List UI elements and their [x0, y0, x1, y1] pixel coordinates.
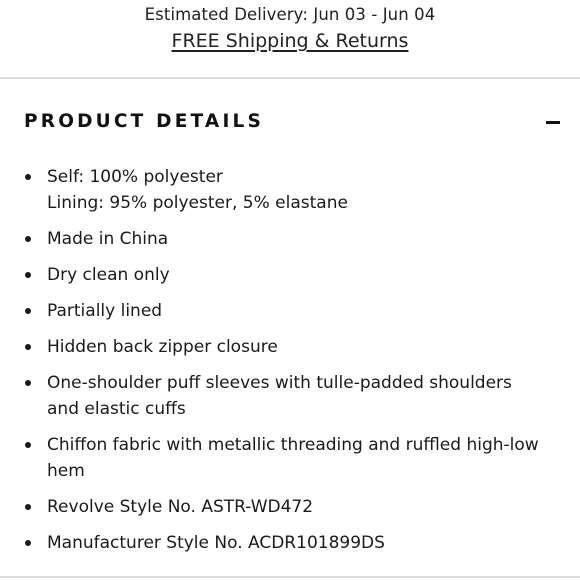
shipping-returns-link[interactable]: FREE Shipping & Returns	[171, 30, 409, 52]
list-item-text: Self: 100% polyester	[47, 167, 223, 187]
bullet-icon	[25, 380, 31, 386]
bullet-icon	[25, 174, 31, 180]
list-item-text: Hidden back zipper closure	[47, 337, 278, 357]
list-item	[0, 298, 580, 324]
shipping-returns-row	[0, 30, 580, 52]
bullet-icon	[25, 236, 31, 242]
bullet-icon	[25, 308, 31, 314]
product-details-list	[0, 164, 580, 566]
list-item-text: Dry clean only	[47, 265, 170, 285]
list-item-text: Chiffon fabric with metallic threading and ruffled high-low	[47, 435, 539, 455]
bullet-icon	[25, 504, 31, 510]
list-item-text: One-shoulder puff sleeves with tulle-padded shoulders	[47, 373, 512, 393]
list-item-text: Made in China	[47, 229, 169, 249]
bullet-icon	[25, 272, 31, 278]
product-details-title: PRODUCT DETAILS	[24, 111, 265, 132]
list-item	[0, 262, 580, 288]
bullet-icon	[25, 540, 31, 546]
list-item	[0, 432, 580, 484]
list-item	[0, 334, 580, 360]
list-item	[0, 530, 580, 556]
product-details-toggle[interactable]	[24, 108, 564, 138]
list-item	[0, 370, 580, 422]
list-item-text: Partially lined	[47, 301, 163, 321]
list-item	[0, 164, 580, 216]
list-item-text: hem	[47, 461, 85, 481]
bullet-icon	[25, 442, 31, 448]
bullet-icon	[25, 344, 31, 350]
section-divider	[0, 77, 580, 79]
section-divider	[0, 576, 580, 578]
list-item-text: and elastic cuffs	[47, 399, 186, 419]
list-item	[0, 226, 580, 252]
list-item-text: Manufacturer Style No. ACDR101899DS	[47, 533, 385, 553]
list-item	[0, 494, 580, 520]
list-item-text: Revolve Style No. ASTR-WD472	[47, 497, 314, 517]
list-item-text: Lining: 95% polyester, 5% elastane	[47, 193, 348, 213]
estimated-delivery: Estimated Delivery: Jun 03 - Jun 04	[144, 5, 436, 24]
minus-icon[interactable]	[546, 121, 560, 124]
